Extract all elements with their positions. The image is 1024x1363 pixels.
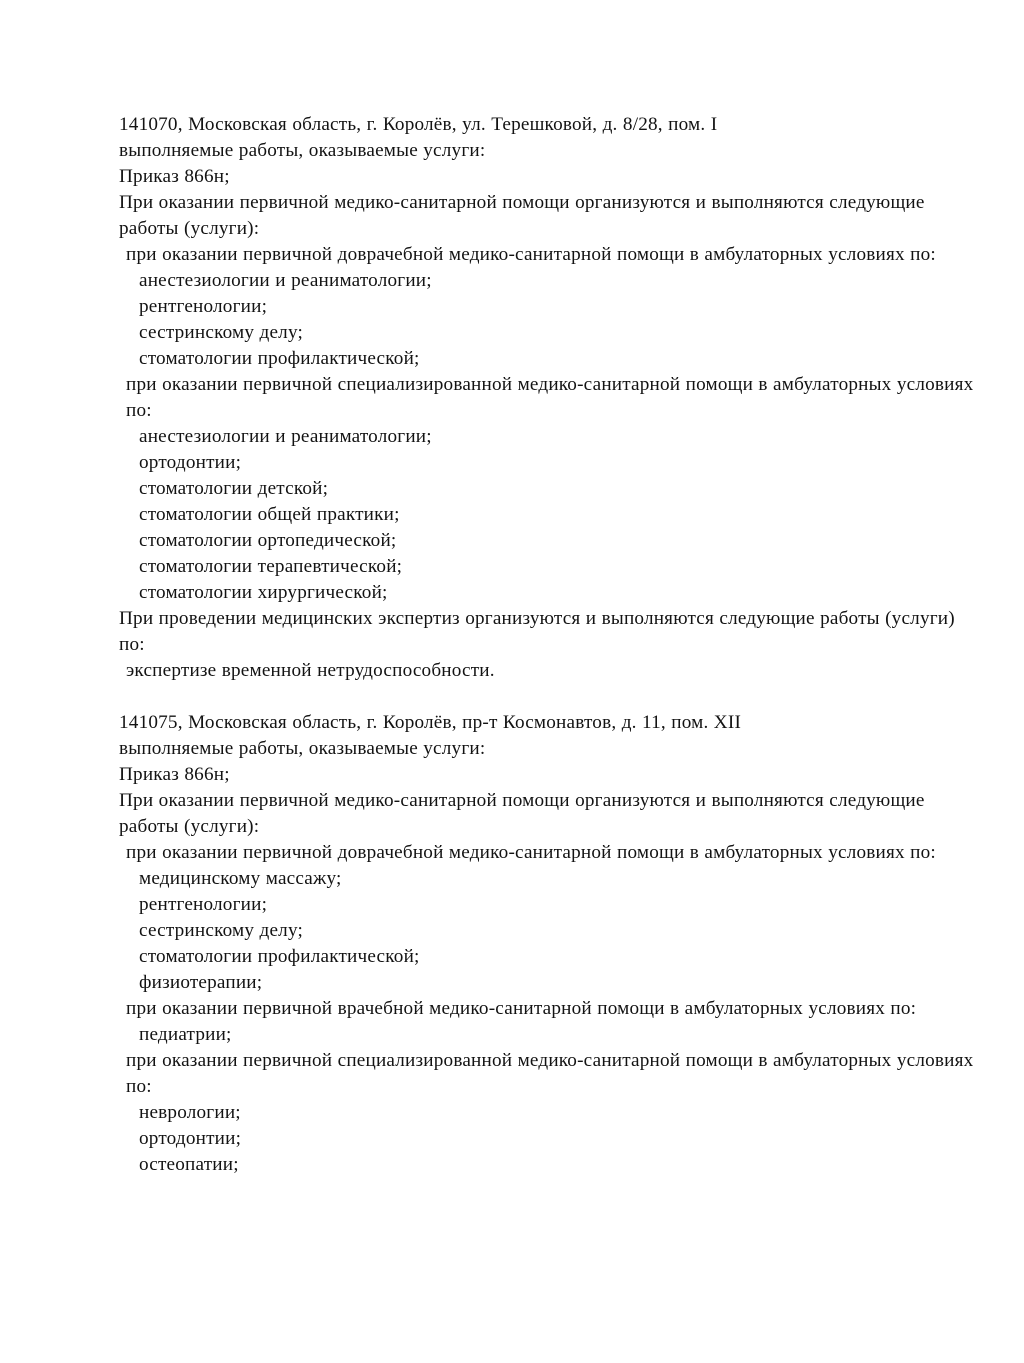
document-text-line: выполняемые работы, оказываемые услуги: — [119, 738, 486, 759]
document-text-line: физиотерапии; — [139, 972, 263, 993]
document-text-line: неврологии; — [139, 1102, 241, 1123]
document-text-line: анестезиологии и реаниматологии; — [139, 270, 432, 291]
document-text-line: при оказании первичной специализированной медико-санитарной помощи в амбулаторных условиях по: — [126, 1050, 979, 1097]
document-text-line: рентгенологии; — [139, 894, 268, 915]
document-text-line: При оказании первичной медико-санитарной помощи организуются и выполняются следующие работы (услуги): — [119, 192, 930, 239]
document-text-line: стоматологии профилактической; — [139, 946, 420, 967]
document-text-line: остеопатии; — [139, 1154, 239, 1175]
document-text-line: При оказании первичной медико-санитарной помощи организуются и выполняются следующие работы (услуги): — [119, 790, 930, 837]
document-text-line: при оказании первичной специализированной медико-санитарной помощи в амбулаторных условиях по: — [126, 374, 979, 421]
address-block — [119, 112, 979, 684]
document-text-line: при оказании первичной врачебной медико-санитарной помощи в амбулаторных условиях по: — [126, 998, 917, 1019]
document-text-line: при оказании первичной доврачебной медико-санитарной помощи в амбулаторных условиях по: — [126, 244, 936, 265]
document-text-line: педиатрии; — [139, 1024, 232, 1045]
document-text-line: Приказ 866н; — [119, 166, 230, 187]
document-text-line: стоматологии общей практики; — [139, 504, 400, 525]
address-block — [119, 710, 979, 1178]
document-text-line: медицинскому массажу; — [139, 868, 342, 889]
address-heading-line: 141075, Московская область, г. Королёв, пр-т Космонавтов, д. 11, пом. XII — [119, 712, 742, 733]
document-text-line: стоматологии детской; — [139, 478, 329, 499]
document-text-line: ортодонтии; — [139, 1128, 242, 1149]
document-text-line: анестезиологии и реаниматологии; — [139, 426, 432, 447]
document-text-line: выполняемые работы, оказываемые услуги: — [119, 140, 486, 161]
document-text-line: стоматологии хирургической; — [139, 582, 388, 603]
document-text-line: стоматологии ортопедической; — [139, 530, 397, 551]
document-text-line: Приказ 866н; — [119, 764, 230, 785]
document-text-line: При проведении медицинских экспертиз организуются и выполняются следующие работы (услуги) по: — [119, 608, 961, 655]
document-text-line: при оказании первичной доврачебной медико-санитарной помощи в амбулаторных условиях по: — [126, 842, 936, 863]
document-text-line: рентгенологии; — [139, 296, 268, 317]
document-text-line: стоматологии профилактической; — [139, 348, 420, 369]
document-text-line: экспертизе временной нетрудоспособности. — [126, 660, 495, 681]
document-text-line: сестринскому делу; — [139, 322, 304, 343]
address-heading-line: 141070, Московская область, г. Королёв, ул. Терешковой, д. 8/28, пом. I — [119, 114, 718, 135]
document-text-body — [119, 112, 979, 1178]
document-text-line: стоматологии терапевтической; — [139, 556, 403, 577]
document-text-line: сестринскому делу; — [139, 920, 304, 941]
document-text-line: ортодонтии; — [139, 452, 242, 473]
